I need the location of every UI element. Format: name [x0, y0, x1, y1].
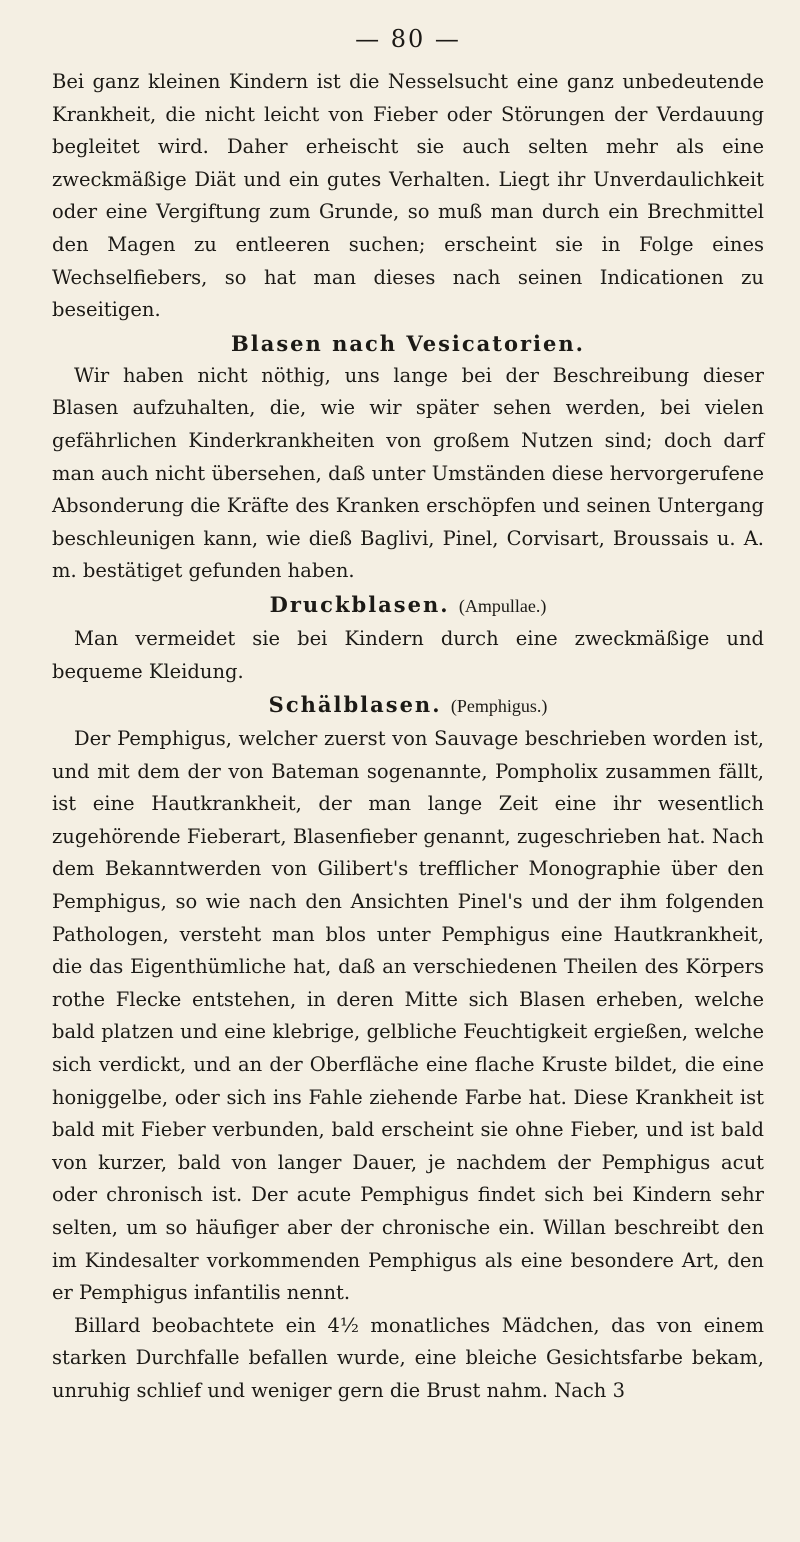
body-paragraph: Man vermeidet sie bei Kindern durch eine zweckmäßige und bequeme Kleidung.	[52, 626, 764, 683]
page-body	[52, 66, 764, 1408]
page-number: — 80 —	[355, 25, 461, 53]
body-paragraph: Bei ganz kleinen Kindern ist die Nesselsucht eine ganz unbedeutende Krankheit, die nicht leicht von Fieber oder Störungen der Verdauung begleitet wird. Daher erheischt sie auch selten mehr als eine zweckmäßige Diät und ein gutes Verhalten. Liegt ihr Unverdaulichkeit oder eine Vergiftung zum Grunde, so muß man durch ein Brechmittel den Magen zu entleeren suchen; erscheint sie in Folge eines Wechselfiebers, so hat man dieses nach seinen Indicationen zu beseitigen.	[52, 70, 764, 322]
section-heading-title: Blasen nach Vesicatorien.	[231, 330, 585, 356]
section-heading-title: Druckblasen.	[269, 591, 450, 617]
section-heading	[52, 688, 764, 723]
body-paragraph: Wir haben nicht nöthig, uns lange bei der Beschreibung dieser Blasen aufzuhalten, die, wie wir später sehen werden, bei vielen gefährlichen Kinderkrankheiten von großem Nutzen sind; doch darf man auch nicht übersehen, daß unter Umständen diese hervorgerufene Absonderung die Kräfte des Kranken erschöpfen und seinen Untergang beschleunigen kann, wie dieß Baglivi, Pinel, Corvisart, Broussais u. A. m. bestätiget gefunden haben.	[52, 363, 764, 583]
section-heading	[52, 327, 764, 360]
section-heading-latin: (Pemphigus.)	[450, 696, 548, 717]
section-heading	[52, 588, 764, 623]
body-paragraph: Der Pemphigus, welcher zuerst von Sauvage beschrieben worden ist, und mit dem der von Bateman sogenannte, Pompholix zusammen fällt, ist eine Hautkrankheit, der man lange Zeit eine ihr wesentlich zugehörende Fieberart, Blasenfieber genannt, zugeschrieben hat. Nach dem Bekanntwerden von Gilibert's trefflicher Monographie über den Pemphigus, so wie nach den Ansichten Pinel's und der ihm folgenden Pathologen, versteht man blos unter Pemphigus eine Hautkrankheit, die das Eigenthümliche hat, daß an verschiedenen Theilen des Körpers rothe Flecke entstehen, in deren Mitte sich Blasen erheben, welche bald platzen und eine klebrige, gelbliche Feuchtigkeit ergießen, welche sich verdickt, und an der Oberfläche eine flache Kruste bildet, die eine honiggelbe, oder sich ins Fahle ziehende Farbe hat. Diese Krankheit ist bald mit Fieber verbunden, bald erscheint sie ohne Fieber, und ist bald von kurzer, bald von langer Dauer, je nachdem der Pemphigus acut oder chronisch ist. Der acute Pemphigus findet sich bei Kindern sehr selten, um so häufiger aber der chronische ein. Willan beschreibt den im Kindesalter vorkommenden Pemphigus als eine besondere Art, den er Pemphigus infantilis nennt.	[52, 727, 764, 1305]
section-heading-title: Schälblasen.	[268, 692, 442, 718]
section-heading-latin: (Ampullae.)	[458, 595, 547, 616]
body-paragraph: Billard beobachtete ein 4½ monatliches Mädchen, das von einem starken Durchfalle befallen wurde, eine bleiche Gesichtsfarbe bekam, unruhig schlief und weniger gern die Brust nahm. Nach 3	[52, 1313, 764, 1402]
